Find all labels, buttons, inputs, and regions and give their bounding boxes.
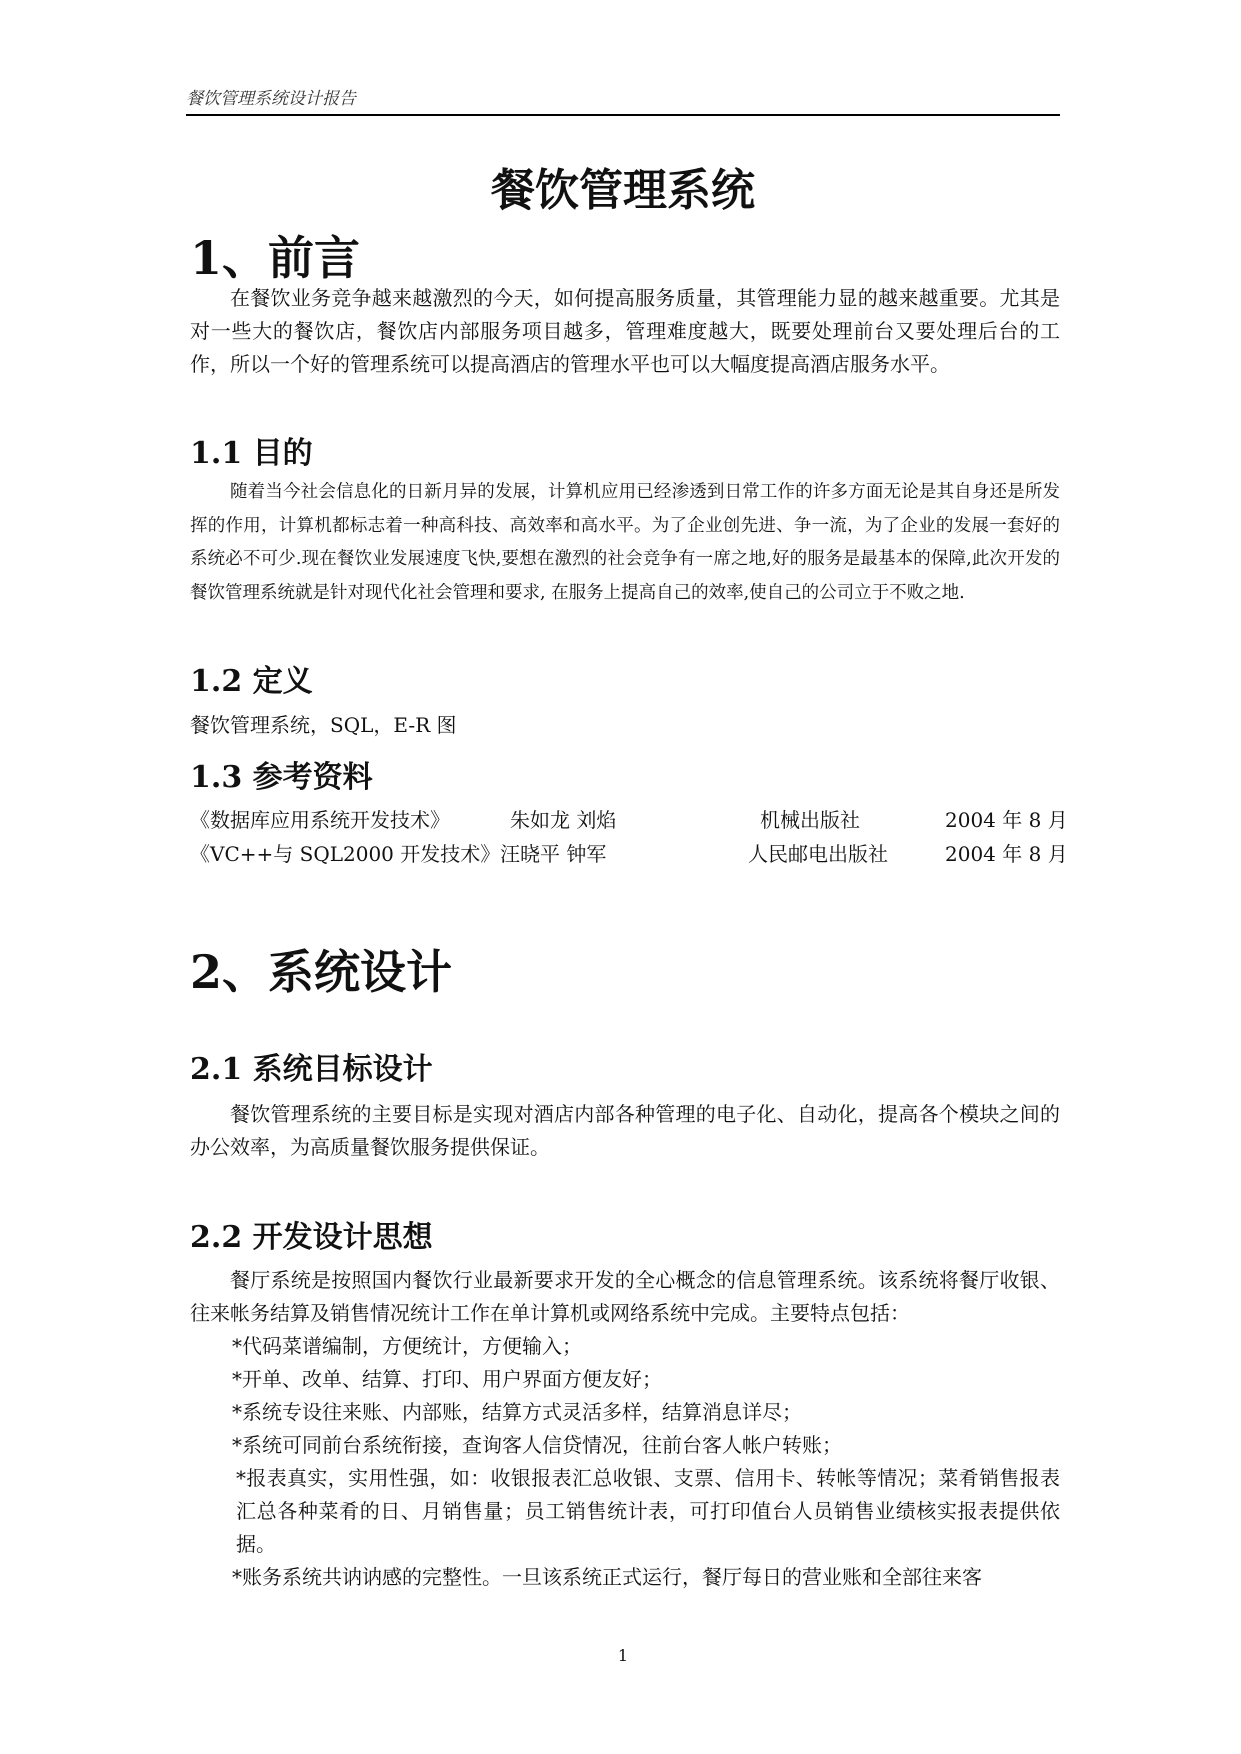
section-1-paragraph: 在餐饮业务竞争越来越激烈的今天，如何提高服务质量，其管理能力显的越来越重要。尤其是对一些大的餐饮店，餐饮店内部服务项目越多，管理难度越大，既要处理前台又要处理后台的工作，所以一个好的管理系统可以提高酒店的管理水平也可以大幅度提高酒店服务水平。	[190, 286, 1060, 376]
feature-bullet: *账务系统共讷讷感的完整性。一旦该系统正式运行，餐厅每日的营业账和全部往来客	[232, 1565, 982, 1589]
feature-bullet: *代码菜谱编制，方便统计，方便输入；	[232, 1334, 582, 1358]
header-rule	[186, 114, 1060, 116]
reference-publisher: 机械出版社	[760, 808, 860, 832]
section-2-2-paragraph: 餐厅系统是按照国内餐饮行业最新要求开发的全心概念的信息管理系统。该系统将餐厅收银、往来帐务结算及销售情况统计工作在单计算机或网络系统中完成。主要特点包括：	[190, 1268, 1060, 1325]
reference-publisher: 人民邮电出版社	[748, 842, 888, 866]
reference-date: 2004 年 8 月	[945, 842, 1068, 866]
feature-bullet: *系统可同前台系统衔接，查询客人信贷情况，往前台客人帐户转账；	[232, 1433, 842, 1457]
definition-text: 餐饮管理系统，SQL，E-R 图	[190, 713, 457, 737]
section-heading-1-1: 1.1 目的	[190, 436, 313, 471]
section-heading-1: 1、前言	[190, 231, 361, 285]
reference-authors: 汪晓平 钟军	[500, 842, 607, 866]
section-heading-2: 2、系统设计	[190, 945, 453, 999]
section-heading-2-1: 2.1 系统目标设计	[190, 1052, 433, 1087]
section-1-1-paragraph: 随着当今社会信息化的日新月异的发展，计算机应用已经渗透到日常工作的许多方面无论是其自身还是所发挥的作用，计算机都标志着一种高科技、高效率和高水平。为了企业创先进、争一流，为了企业的发展一套好的系统必不可少.现在餐饮业发展速度飞快,要想在激烈的社会竞争有一席之地,好的服务是最基本的保障,此次开发的餐饮管理系统就是针对现代化社会管理和要求, 在服务上提高自己的效率,使自己的公司立于不败之地.	[190, 482, 1060, 603]
reference-title: 《VC++与 SQL2000 开发技术》	[190, 842, 501, 866]
reference-item	[190, 804, 1068, 834]
section-2-1-paragraph: 餐饮管理系统的主要目标是实现对酒店内部各种管理的电子化、自动化，提高各个模块之间的办公效率，为高质量餐饮服务提供保证。	[190, 1102, 1060, 1159]
feature-bullet: *开单、改单、结算、打印、用户界面方便友好；	[232, 1367, 662, 1391]
reference-item	[190, 838, 1068, 868]
page-number: 1	[617, 1646, 629, 1665]
section-heading-2-2: 2.2 开发设计思想	[190, 1220, 433, 1255]
reference-title: 《数据库应用系统开发技术》	[190, 808, 450, 832]
running-header: 餐饮管理系统设计报告	[186, 89, 356, 109]
reference-date: 2004 年 8 月	[945, 808, 1068, 832]
section-heading-1-3: 1.3 参考资料	[190, 760, 373, 795]
feature-bullet: *系统专设往来账、内部账，结算方式灵活多样，结算消息详尽；	[232, 1400, 802, 1424]
section-heading-1-2: 1.2 定义	[190, 664, 313, 699]
feature-bullet: *报表真实，实用性强，如：收银报表汇总收银、支票、信用卡、转帐等情况；菜肴销售报表汇总各种菜肴的日、月销售量；员工销售统计表，可打印值台人员销售业绩核实报表提供依据。	[236, 1466, 1060, 1556]
reference-authors: 朱如龙 刘焰	[510, 808, 617, 832]
document-title: 餐饮管理系统	[491, 165, 755, 216]
